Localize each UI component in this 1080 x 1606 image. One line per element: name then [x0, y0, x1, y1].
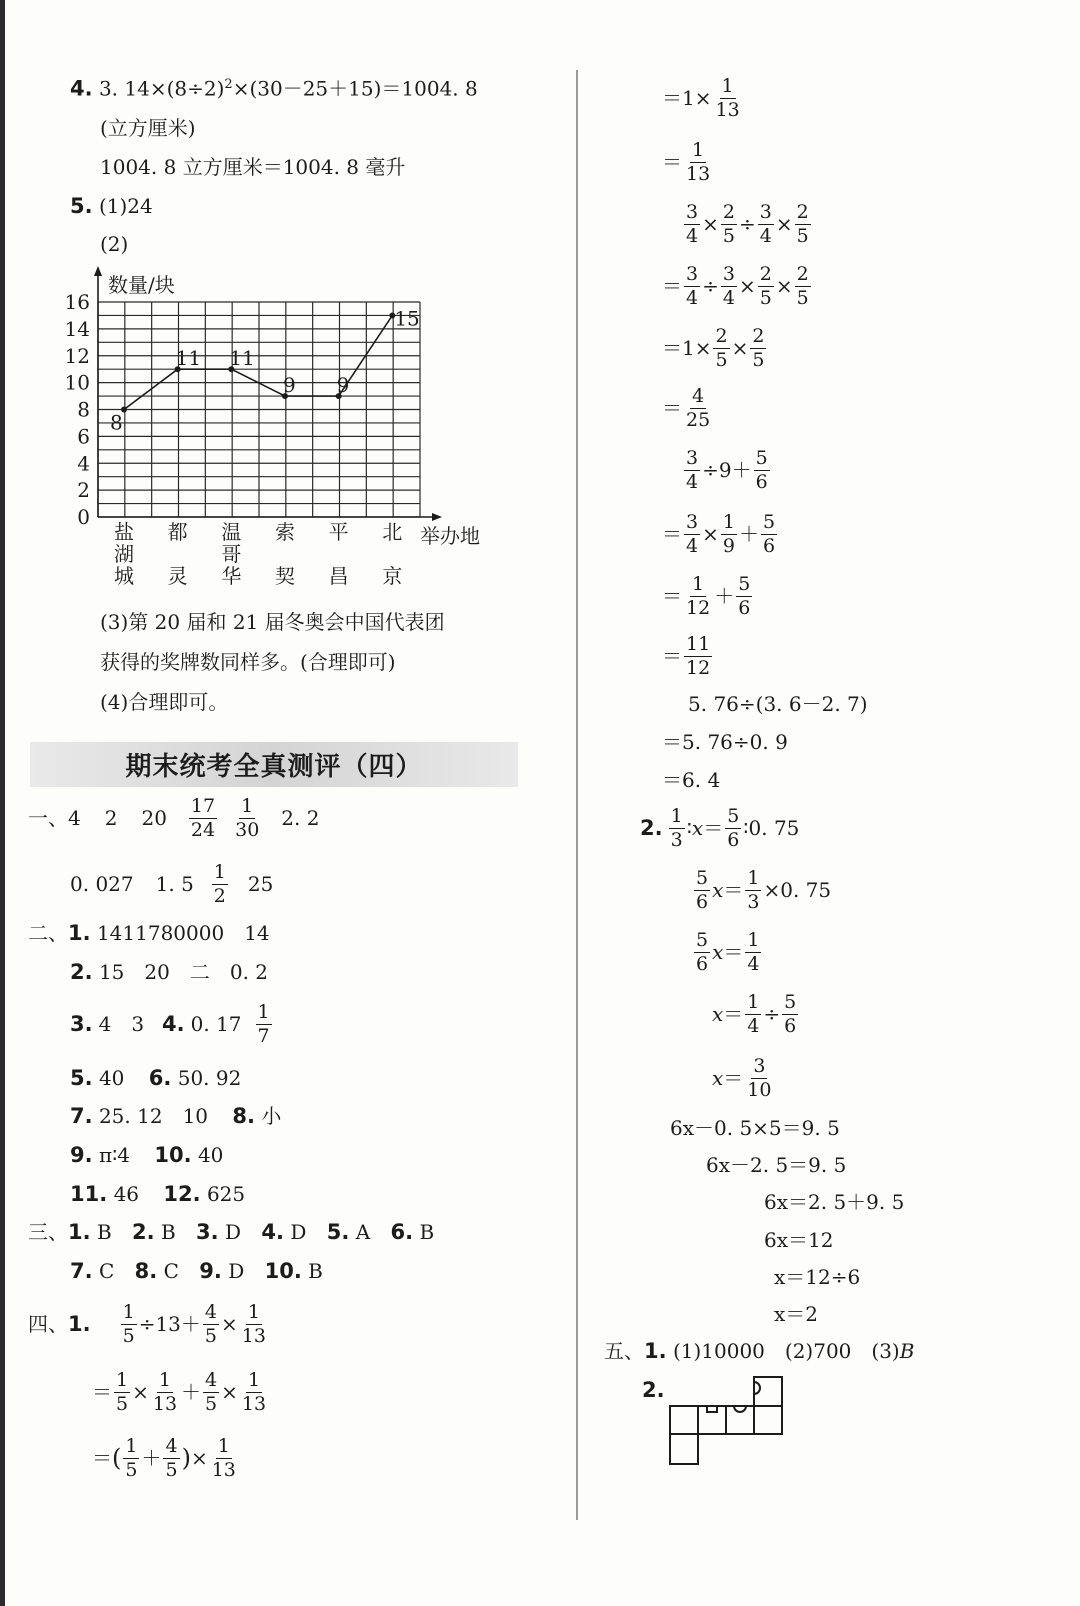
- data-label: 9: [283, 373, 296, 398]
- equation-line: x ＝ $\frac{3}{10}$: [712, 1054, 772, 1101]
- q4-conversion: 1004. 8 立方厘米＝1004. 8 毫升: [100, 155, 406, 179]
- section1-label: 一、: [28, 806, 68, 830]
- y-axis-label: 数量/块: [108, 273, 175, 297]
- section5-label: 五、: [604, 1339, 644, 1363]
- net-face: [726, 1406, 754, 1434]
- face-mark: [707, 1406, 717, 1412]
- x-axis-arrow: [432, 513, 442, 521]
- q5-part3-line1: (3)第 20 届和 21 届冬奥会中国代表团: [100, 610, 445, 634]
- section1-row1: 一、 4 2 20 $\frac{17}{24}$ $\frac{1}{30}$ 2. 2: [28, 794, 320, 841]
- section1-row2: 0. 027 1. 5 $\frac{1}{2}$ 25: [70, 860, 274, 907]
- equation-line: 2. $\frac{1}{3}$ ∶ x ＝ $\frac{5}{6}$ ∶ 0. 75: [640, 804, 800, 851]
- y-tick-label: 2: [77, 478, 90, 503]
- y-tick-label: 6: [77, 424, 90, 449]
- y-tick-label: 12: [64, 343, 90, 368]
- equation-line: 6x＝2. 5＋9. 5: [764, 1190, 905, 1214]
- equation-line: $\frac{5}{6}$ x ＝ $\frac{1}{4}$: [696, 928, 760, 975]
- x-tick-label: 城: [114, 564, 134, 588]
- y-tick-label: 10: [64, 370, 90, 395]
- q4-line1: 4. 3. $14\times(8\div 2)^2\times(30-25+15)=1004$. 8: [70, 76, 478, 101]
- x-tick-label: 北: [382, 520, 403, 544]
- line-chart: [0, 0, 560, 610]
- x-axis-label: 举办地: [420, 524, 480, 548]
- section-title: 期末统考全真测评（四）: [30, 742, 518, 787]
- data-label: 11: [229, 346, 255, 371]
- y-tick-label: 4: [77, 451, 90, 476]
- section5-q2-number: 2.: [642, 1378, 665, 1402]
- y-tick-label: 16: [64, 290, 90, 314]
- equation-line: x＝2: [774, 1302, 819, 1326]
- y-tick-label: 8: [77, 397, 90, 422]
- calc-line: $\frac{3}{4}$ × $\frac{2}{5}$ ÷ $\frac{3}{4}$ × $\frac{2}{5}$: [686, 200, 809, 247]
- calc-line: ＝1× $\frac{2}{5}$ × $\frac{2}{5}$: [662, 324, 765, 371]
- x-tick-label: 都: [167, 520, 188, 544]
- fraction: $\frac{1}{7}$: [257, 1000, 270, 1047]
- column-divider: [576, 70, 578, 1520]
- calc-line: ＝ $\frac{3}{4}$ ÷ $\frac{3}{4}$ × $\frac{2}{5}$ × $\frac{2}{5}$: [662, 262, 809, 309]
- data-label: 15: [394, 306, 420, 331]
- calc-line: 5. 76÷(3. 6－2. 7): [688, 692, 868, 716]
- section4-line1: 四、 1. $\frac{1}{5}$ ÷13＋ $\frac{4}{5}$ × $\frac{1}{13}$: [28, 1300, 266, 1347]
- section2-row7: 11. 46 12. 625: [70, 1182, 246, 1206]
- equation-line: x ＝ $\frac{1}{4}$ ÷ $\frac{5}{6}$: [712, 990, 797, 1037]
- section2-row1: 二、1. 1411780000 14: [28, 921, 270, 945]
- x-tick-label: 华: [221, 564, 242, 588]
- equation-line: x＝12÷6: [774, 1265, 861, 1289]
- x-tick-label: 盐: [114, 520, 134, 544]
- equation-line: 6x－2. 5＝9. 5: [706, 1153, 847, 1177]
- x-tick-label: 契: [275, 564, 295, 588]
- calc-line: $\frac{3}{4}$ ÷9＋ $\frac{5}{6}$: [686, 446, 768, 493]
- calc-line: ＝1× $\frac{1}{13}$: [662, 74, 740, 121]
- x-tick-label: 平: [328, 520, 349, 544]
- section2-row4: 5. 40 6. 50. 92: [70, 1066, 242, 1090]
- section2-row6: 9. π∶4 10. 40: [70, 1143, 224, 1167]
- section3-row2: 7. C 8. C 9. D 10. B: [70, 1259, 323, 1283]
- q5-number: 5.: [70, 194, 93, 218]
- q5-part2: (2): [100, 232, 129, 256]
- section3-row1: 三、1. B 2. B 3. D 4. D 5. A 6. B: [28, 1220, 435, 1244]
- calc-line: ＝ $\frac{1}{13}$: [662, 138, 711, 185]
- q5-part3-line2: 获得的奖牌数同样多。(合理即可): [100, 650, 396, 674]
- x-tick-label: 哥: [221, 542, 242, 566]
- section3-label: 三、: [28, 1220, 68, 1244]
- y-tick-label: 14: [64, 316, 90, 341]
- x-tick-label: 灵: [167, 564, 188, 588]
- x-tick-label: 昌: [328, 564, 349, 588]
- data-label: 9: [336, 373, 350, 398]
- section2-row2: 2. 15 20 二 0. 2: [70, 960, 269, 984]
- section2-row5: 7. 25. 12 10 8. 小: [70, 1104, 282, 1128]
- section4-line2: ＝ $\frac{1}{5}$ × $\frac{1}{13}$ ＋ $\frac{4}{5}$ × $\frac{1}{13}$: [92, 1368, 267, 1415]
- calc-line: ＝ $\frac{1}{12}$ ＋ $\frac{5}{6}$: [662, 572, 751, 619]
- y-axis-arrow: [94, 266, 102, 276]
- fraction: $\frac{1}{2}$: [213, 860, 226, 907]
- section4-line3: ＝ ( $\frac{1}{5}$ ＋ $\frac{4}{5}$ ) × $\frac{1}{13}$: [92, 1434, 236, 1481]
- section2-label: 二、: [28, 921, 68, 945]
- x-tick-label: 索: [275, 520, 295, 544]
- equation-line: 6x＝12: [764, 1228, 834, 1252]
- data-label: 8: [110, 410, 123, 435]
- equation-line: 6x－0. 5×5＝9. 5: [670, 1116, 840, 1140]
- calc-line: ＝5. 76÷0. 9: [662, 730, 788, 754]
- x-tick-label: 温: [221, 520, 242, 544]
- section5-row1: 五、1. (1)10000 (2)700 (3)B: [604, 1339, 915, 1363]
- data-label: 11: [175, 346, 202, 371]
- q5-part4: (4)合理即可。: [100, 690, 229, 714]
- q4-unit: (立方厘米): [100, 116, 196, 140]
- fraction: $\frac{17}{24}$: [190, 794, 216, 841]
- net-face: [670, 1406, 698, 1434]
- calc-line: ＝ $\frac{4}{25}$: [662, 384, 711, 431]
- net-face: [698, 1406, 726, 1434]
- cube-net-diagram: [668, 1374, 788, 1468]
- q4-number: 4.: [70, 76, 93, 101]
- section2-row3: 3. 4 3 4. 0. 17 $\frac{1}{7}$: [70, 1000, 270, 1047]
- series-line: [124, 315, 392, 409]
- calc-line: ＝ $\frac{3}{4}$ × $\frac{1}{9}$ ＋ $\frac{5}{6}$: [662, 510, 776, 557]
- fraction: $\frac{1}{30}$: [235, 794, 260, 841]
- q5-line1: 5. (1)24: [70, 194, 153, 218]
- calc-line: ＝6. 4: [662, 768, 721, 792]
- net-face: [754, 1406, 782, 1434]
- section4-label: 四、: [28, 1312, 68, 1336]
- x-tick-label: 湖: [114, 542, 134, 566]
- net-face: [670, 1434, 698, 1464]
- y-tick-label: 0: [77, 505, 90, 529]
- equation-line: $\frac{5}{6}$ x ＝ $\frac{1}{3}$ ×0. 75: [696, 866, 832, 913]
- calc-line: ＝ $\frac{11}{12}$: [662, 632, 711, 679]
- x-tick-label: 京: [382, 564, 403, 588]
